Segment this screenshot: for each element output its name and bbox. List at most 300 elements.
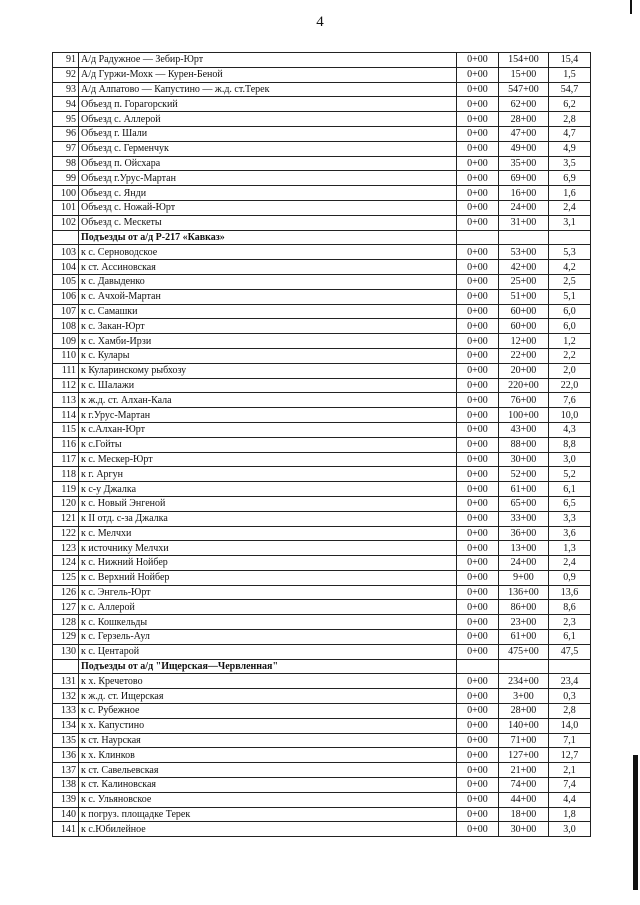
table-row (53, 822, 591, 837)
table-row (53, 378, 591, 393)
end-km: 13+00 (499, 541, 549, 556)
start-km: 0+00 (457, 807, 499, 822)
end-km: 18+00 (499, 807, 549, 822)
length-km: 7,1 (549, 733, 591, 748)
start-km: 0+00 (457, 482, 499, 497)
row-number: 93 (53, 82, 79, 97)
start-km: 0+00 (457, 718, 499, 733)
start-km: 0+00 (457, 570, 499, 585)
table-row (53, 156, 591, 171)
length-km: 15,4 (549, 53, 591, 68)
road-name: к с. Нижний Нойбер (79, 556, 457, 571)
length-km: 6,2 (549, 97, 591, 112)
row-number: 114 (53, 408, 79, 423)
row-number: 129 (53, 630, 79, 645)
row-number: 125 (53, 570, 79, 585)
road-name: к с. Серноводское (79, 245, 457, 260)
row-number: 126 (53, 585, 79, 600)
row-number: 94 (53, 97, 79, 112)
length-km: 14,0 (549, 718, 591, 733)
section-length-cell (549, 659, 591, 674)
length-km: 4,2 (549, 260, 591, 275)
length-km: 3,0 (549, 822, 591, 837)
table-row (53, 304, 591, 319)
end-km: 51+00 (499, 289, 549, 304)
row-number: 139 (53, 792, 79, 807)
section-header-row (53, 230, 591, 245)
road-name: Объезд п. Горагорский (79, 97, 457, 112)
table-row (53, 126, 591, 141)
start-km: 0+00 (457, 467, 499, 482)
end-km: 62+00 (499, 97, 549, 112)
end-km: 53+00 (499, 245, 549, 260)
road-name: к ст. Наурская (79, 733, 457, 748)
length-km: 3,3 (549, 511, 591, 526)
end-km: 88+00 (499, 437, 549, 452)
end-km: 86+00 (499, 600, 549, 615)
start-km: 0+00 (457, 200, 499, 215)
end-km: 24+00 (499, 556, 549, 571)
row-number: 118 (53, 467, 79, 482)
length-km: 2,8 (549, 112, 591, 127)
length-km: 1,8 (549, 807, 591, 822)
table-row (53, 186, 591, 201)
table-row (53, 556, 591, 571)
end-km: 52+00 (499, 467, 549, 482)
row-number: 104 (53, 260, 79, 275)
road-name: Объезд с. Аллерой (79, 112, 457, 127)
start-km: 0+00 (457, 67, 499, 82)
row-number: 107 (53, 304, 79, 319)
start-km: 0+00 (457, 82, 499, 97)
table-row (53, 778, 591, 793)
end-km: 65+00 (499, 496, 549, 511)
section-number-cell (53, 230, 79, 245)
table-row (53, 482, 591, 497)
end-km: 547+00 (499, 82, 549, 97)
row-number: 140 (53, 807, 79, 822)
length-km: 5,1 (549, 289, 591, 304)
table-row (53, 748, 591, 763)
start-km: 0+00 (457, 348, 499, 363)
end-km: 127+00 (499, 748, 549, 763)
road-name: к с. Давыденко (79, 274, 457, 289)
end-km: 60+00 (499, 304, 549, 319)
road-name: к с. Самашки (79, 304, 457, 319)
start-km: 0+00 (457, 615, 499, 630)
start-km: 0+00 (457, 496, 499, 511)
length-km: 23,4 (549, 674, 591, 689)
length-km: 2,5 (549, 274, 591, 289)
road-name: к с. Герзель-Аул (79, 630, 457, 645)
end-km: 154+00 (499, 53, 549, 68)
start-km: 0+00 (457, 53, 499, 68)
end-km: 22+00 (499, 348, 549, 363)
section-start-cell (457, 659, 499, 674)
road-name: Объезд п. Ойсхара (79, 156, 457, 171)
row-number: 115 (53, 422, 79, 437)
road-registry-table (52, 52, 591, 837)
end-km: 47+00 (499, 126, 549, 141)
road-name: Объезд г. Шали (79, 126, 457, 141)
end-km: 60+00 (499, 319, 549, 334)
row-number: 98 (53, 156, 79, 171)
row-number: 105 (53, 274, 79, 289)
row-number: 97 (53, 141, 79, 156)
road-name: к с. Хамби-Ирзи (79, 334, 457, 349)
row-number: 135 (53, 733, 79, 748)
start-km: 0+00 (457, 319, 499, 334)
road-name: А/д Гуржи-Мохк — Курен-Беной (79, 67, 457, 82)
end-km: 33+00 (499, 511, 549, 526)
road-name: к с-у Джалка (79, 482, 457, 497)
road-name: к г. Аргун (79, 467, 457, 482)
start-km: 0+00 (457, 393, 499, 408)
start-km: 0+00 (457, 156, 499, 171)
section-length-cell (549, 230, 591, 245)
length-km: 1,3 (549, 541, 591, 556)
length-km: 6,0 (549, 319, 591, 334)
length-km: 3,5 (549, 156, 591, 171)
table-row (53, 334, 591, 349)
row-number: 122 (53, 526, 79, 541)
length-km: 4,4 (549, 792, 591, 807)
end-km: 21+00 (499, 763, 549, 778)
end-km: 49+00 (499, 141, 549, 156)
length-km: 5,2 (549, 467, 591, 482)
start-km: 0+00 (457, 452, 499, 467)
row-number: 96 (53, 126, 79, 141)
road-name: к с. Центарой (79, 644, 457, 659)
table-row (53, 215, 591, 230)
road-name: к с.Юбилейное (79, 822, 457, 837)
road-name: к с.Алхан-Юрт (79, 422, 457, 437)
road-name: Объезд с. Ножай-Юрт (79, 200, 457, 215)
table-row (53, 97, 591, 112)
table-row (53, 718, 591, 733)
row-number: 124 (53, 556, 79, 571)
length-km: 2,4 (549, 200, 591, 215)
length-km: 8,8 (549, 437, 591, 452)
end-km: 61+00 (499, 630, 549, 645)
length-km: 0,3 (549, 689, 591, 704)
start-km: 0+00 (457, 141, 499, 156)
start-km: 0+00 (457, 733, 499, 748)
end-km: 69+00 (499, 171, 549, 186)
road-name: к с. Кошкельды (79, 615, 457, 630)
page-number: 4 (316, 14, 324, 30)
start-km: 0+00 (457, 112, 499, 127)
row-number: 131 (53, 674, 79, 689)
section-title: Подъезды от а/д Р-217 «Кавказ» (79, 230, 457, 245)
road-name: к с. Новый Энгеной (79, 496, 457, 511)
end-km: 42+00 (499, 260, 549, 275)
end-km: 30+00 (499, 452, 549, 467)
end-km: 23+00 (499, 615, 549, 630)
road-name: к с.Гойты (79, 437, 457, 452)
end-km: 20+00 (499, 363, 549, 378)
road-name: к с. Аллерой (79, 600, 457, 615)
length-km: 8,6 (549, 600, 591, 615)
length-km: 47,5 (549, 644, 591, 659)
start-km: 0+00 (457, 334, 499, 349)
row-number: 141 (53, 822, 79, 837)
table-row (53, 408, 591, 423)
road-name: к II отд. с-за Джалка (79, 511, 457, 526)
road-name: к ж.д. ст. Ищерская (79, 689, 457, 704)
end-km: 24+00 (499, 200, 549, 215)
length-km: 2,4 (549, 556, 591, 571)
road-name: А/д Радужное — Зебир-Юрт (79, 53, 457, 68)
start-km: 0+00 (457, 408, 499, 423)
section-number-cell (53, 659, 79, 674)
road-name: к с. Ульяновское (79, 792, 457, 807)
start-km: 0+00 (457, 630, 499, 645)
table-row (53, 733, 591, 748)
length-km: 3,6 (549, 526, 591, 541)
table-row (53, 807, 591, 822)
table-row (53, 437, 591, 452)
start-km: 0+00 (457, 304, 499, 319)
length-km: 6,0 (549, 304, 591, 319)
row-number: 132 (53, 689, 79, 704)
road-name: Объезд с. Герменчук (79, 141, 457, 156)
start-km: 0+00 (457, 437, 499, 452)
table-row (53, 67, 591, 82)
row-number: 116 (53, 437, 79, 452)
table-row (53, 792, 591, 807)
start-km: 0+00 (457, 289, 499, 304)
road-name: к с. Энгель-Юрт (79, 585, 457, 600)
start-km: 0+00 (457, 171, 499, 186)
road-name: к ж.д. ст. Алхан-Кала (79, 393, 457, 408)
table-row (53, 141, 591, 156)
start-km: 0+00 (457, 689, 499, 704)
section-end-cell (499, 659, 549, 674)
table-row (53, 526, 591, 541)
start-km: 0+00 (457, 704, 499, 719)
row-number: 91 (53, 53, 79, 68)
row-number: 113 (53, 393, 79, 408)
start-km: 0+00 (457, 186, 499, 201)
table-row (53, 674, 591, 689)
length-km: 4,9 (549, 141, 591, 156)
end-km: 61+00 (499, 482, 549, 497)
table-body (53, 53, 591, 837)
table-row (53, 171, 591, 186)
length-km: 2,3 (549, 615, 591, 630)
row-number: 109 (53, 334, 79, 349)
table-row (53, 496, 591, 511)
start-km: 0+00 (457, 260, 499, 275)
end-km: 36+00 (499, 526, 549, 541)
row-number: 110 (53, 348, 79, 363)
end-km: 76+00 (499, 393, 549, 408)
start-km: 0+00 (457, 748, 499, 763)
road-name: Объезд с. Мескеты (79, 215, 457, 230)
table-row (53, 630, 591, 645)
end-km: 28+00 (499, 704, 549, 719)
length-km: 2,1 (549, 763, 591, 778)
length-km: 1,6 (549, 186, 591, 201)
row-number: 133 (53, 704, 79, 719)
end-km: 16+00 (499, 186, 549, 201)
row-number: 99 (53, 171, 79, 186)
table-row (53, 319, 591, 334)
row-number: 100 (53, 186, 79, 201)
start-km: 0+00 (457, 97, 499, 112)
start-km: 0+00 (457, 215, 499, 230)
table-row (53, 763, 591, 778)
end-km: 9+00 (499, 570, 549, 585)
road-name: к х. Капустино (79, 718, 457, 733)
section-start-cell (457, 230, 499, 245)
row-number: 137 (53, 763, 79, 778)
road-name: к ст. Калиновская (79, 778, 457, 793)
table-row (53, 644, 591, 659)
length-km: 4,7 (549, 126, 591, 141)
length-km: 7,4 (549, 778, 591, 793)
end-km: 234+00 (499, 674, 549, 689)
row-number: 112 (53, 378, 79, 393)
table-row (53, 570, 591, 585)
length-km: 54,7 (549, 82, 591, 97)
road-name: к с. Верхний Нойбер (79, 570, 457, 585)
row-number: 119 (53, 482, 79, 497)
road-name: к с. Ачхой-Мартан (79, 289, 457, 304)
end-km: 35+00 (499, 156, 549, 171)
road-name: к х. Клинков (79, 748, 457, 763)
table-row (53, 274, 591, 289)
table-row (53, 348, 591, 363)
section-header-row (53, 659, 591, 674)
start-km: 0+00 (457, 778, 499, 793)
end-km: 31+00 (499, 215, 549, 230)
end-km: 475+00 (499, 644, 549, 659)
scan-edge-mark (630, 0, 632, 14)
road-name: к г.Урус-Мартан (79, 408, 457, 423)
scan-edge-bar (633, 755, 638, 890)
length-km: 4,3 (549, 422, 591, 437)
length-km: 6,1 (549, 630, 591, 645)
length-km: 10,0 (549, 408, 591, 423)
row-number: 130 (53, 644, 79, 659)
start-km: 0+00 (457, 422, 499, 437)
row-number: 120 (53, 496, 79, 511)
start-km: 0+00 (457, 822, 499, 837)
row-number: 106 (53, 289, 79, 304)
start-km: 0+00 (457, 541, 499, 556)
length-km: 2,0 (549, 363, 591, 378)
table-row (53, 53, 591, 68)
road-name: к с. Рубежное (79, 704, 457, 719)
end-km: 100+00 (499, 408, 549, 423)
end-km: 30+00 (499, 822, 549, 837)
table-row (53, 112, 591, 127)
end-km: 74+00 (499, 778, 549, 793)
end-km: 136+00 (499, 585, 549, 600)
start-km: 0+00 (457, 511, 499, 526)
table-row (53, 467, 591, 482)
end-km: 71+00 (499, 733, 549, 748)
start-km: 0+00 (457, 600, 499, 615)
table-row (53, 615, 591, 630)
length-km: 3,1 (549, 215, 591, 230)
table-row (53, 393, 591, 408)
start-km: 0+00 (457, 378, 499, 393)
table-row (53, 704, 591, 719)
table-row (53, 260, 591, 275)
road-name: А/д Алпатово — Капустино — ж.д. ст.Терек (79, 82, 457, 97)
row-number: 111 (53, 363, 79, 378)
table-row (53, 511, 591, 526)
length-km: 2,8 (549, 704, 591, 719)
start-km: 0+00 (457, 126, 499, 141)
length-km: 0,9 (549, 570, 591, 585)
table-row (53, 452, 591, 467)
start-km: 0+00 (457, 274, 499, 289)
row-number: 95 (53, 112, 79, 127)
road-name: Объезд г.Урус-Мартан (79, 171, 457, 186)
length-km: 7,6 (549, 393, 591, 408)
road-name: к с. Мескер-Юрт (79, 452, 457, 467)
row-number: 117 (53, 452, 79, 467)
end-km: 15+00 (499, 67, 549, 82)
road-name: к с. Кулары (79, 348, 457, 363)
road-name: к Куларинскому рыбхозу (79, 363, 457, 378)
road-name: к с. Закан-Юрт (79, 319, 457, 334)
end-km: 140+00 (499, 718, 549, 733)
table-row (53, 245, 591, 260)
length-km: 1,2 (549, 334, 591, 349)
table-row (53, 585, 591, 600)
length-km: 1,5 (549, 67, 591, 82)
start-km: 0+00 (457, 792, 499, 807)
road-name: к ст. Савельевская (79, 763, 457, 778)
length-km: 6,1 (549, 482, 591, 497)
end-km: 12+00 (499, 334, 549, 349)
start-km: 0+00 (457, 556, 499, 571)
road-name: к с. Шалажи (79, 378, 457, 393)
road-name: к с. Мелчхи (79, 526, 457, 541)
table-row (53, 422, 591, 437)
length-km: 5,3 (549, 245, 591, 260)
row-number: 108 (53, 319, 79, 334)
row-number: 102 (53, 215, 79, 230)
length-km: 2,2 (549, 348, 591, 363)
table-row (53, 82, 591, 97)
row-number: 136 (53, 748, 79, 763)
length-km: 22,0 (549, 378, 591, 393)
length-km: 6,9 (549, 171, 591, 186)
section-title: Подъезды от а/д "Ищерская—Червленная" (79, 659, 457, 674)
row-number: 128 (53, 615, 79, 630)
start-km: 0+00 (457, 585, 499, 600)
row-number: 103 (53, 245, 79, 260)
table-row (53, 289, 591, 304)
start-km: 0+00 (457, 763, 499, 778)
start-km: 0+00 (457, 363, 499, 378)
length-km: 13,6 (549, 585, 591, 600)
road-name: Объезд с. Янди (79, 186, 457, 201)
end-km: 3+00 (499, 689, 549, 704)
table-row (53, 689, 591, 704)
table-row (53, 600, 591, 615)
row-number: 101 (53, 200, 79, 215)
start-km: 0+00 (457, 674, 499, 689)
table-row (53, 363, 591, 378)
end-km: 43+00 (499, 422, 549, 437)
